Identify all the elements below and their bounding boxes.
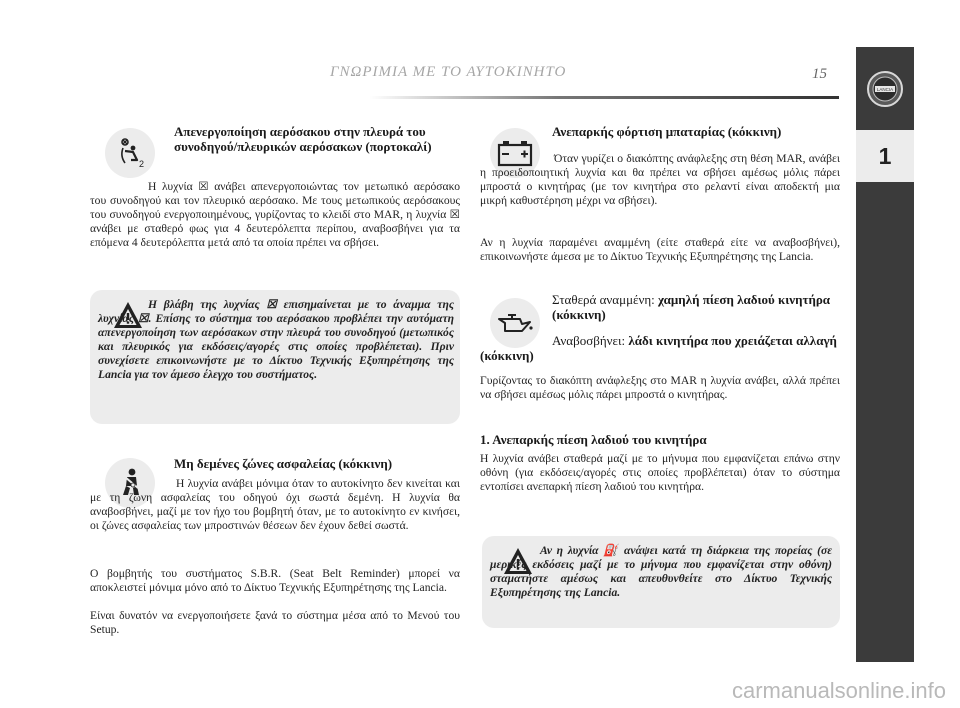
oil-low-pressure-body: Η λυχνία ανάβει σταθερά μαζί με το μήνυμα που εμφανίζεται επάνω στην οθόνη (για εκδόσεις/αγορές στις οποίες προβλέπεται) όταν το σύστημα εντοπίσει ανεπαρκή πίεση λαδιού του κινητήρα. [480, 452, 840, 493]
seatbelt-body-setup: Είναι δυνατόν να ενεργοποιήσετε ξανά το σύστημα μέσα από το Μενού του Setup. [90, 609, 460, 636]
passenger-airbag-off-icon [105, 128, 155, 178]
chapter-number: 1 [856, 130, 914, 182]
oil-steady-prefix: Σταθερά αναμμένη: [552, 292, 659, 307]
page-header-title: ΓΝΩΡΙΜΙΑ ΜΕ ΤΟ ΑΥΤΟΚΙΝΗΤΟ [330, 64, 567, 80]
battery-body-contact: Αν η λυχνία παραμένει αναμμένη (είτε σταθερά είτε να αναβοσβήνει), επικοινωνήστε άμεσα με το Δίκτυο Τεχνικής Εξυπηρέτησης της Lancia. [480, 236, 840, 263]
page-number: 15 [812, 66, 827, 82]
logo-text: LANCIA [876, 87, 894, 92]
lancia-logo-icon [866, 70, 904, 108]
airbag-section-title: Απενεργοποίηση αερόσακου στην πλευρά του συνοδηγού/πλευρικών αερόσακων (πορτοκαλί) [174, 124, 432, 154]
airbag-warning-text: Η βλάβη της λυχνίας ☒ επισημαίνεται με το άναμμα της λυχνίας ☒. Επίσης το σύστημα του αερόσακου προβλέπει την αυτόματη απενεργοποίηση των αερόσακων στην πλευρά του συνοδηγού (μετωπικός και πλευρικός για εκδόσεις/αγορές στις οποίες προβλέπεται). Πριν συνεχίσετε επικοινωνήστε με το Δίκτυο Τεχνικής Εξυπηρέτησης της Lancia για τον άμεσο έλεγχο του συστήματος. [98, 298, 454, 381]
seatbelt-section-title: Μη δεμένες ζώνες ασφαλείας (κόκκινη) [174, 456, 393, 471]
oil-steady-title: χαμηλή πίεση λαδιού κινητήρα (κόκκινη) [552, 292, 831, 322]
oil-body: Γυρίζοντας το διακόπτη ανάφλεξης στο MAR η λυχνία ανάβει, αλλά πρέπει να σβήσει αμέσως μόλις πάρει μπροστά ο κινητήρας. [480, 374, 840, 401]
battery-section-title: Ανεπαρκής φόρτιση μπαταρίας (κόκκινη) [552, 124, 782, 139]
oil-steady-heading [552, 292, 842, 322]
oil-flash-prefix: Αναβοσβήνει: [552, 333, 629, 348]
battery-body: Όταν γυρίζει ο διακόπτης ανάφλεξης στη θέση MAR, ανάβει η προειδοποιητική λυχνία και θα πρέπει να σβήσει αμέσως μόλις πάρει μπροστά ο κινητήρας (με τον κινητήρα στο ρελαντί είναι αποδεκτή μια μικρή καθυστέρηση μέχρι να σβήσει). [480, 152, 840, 207]
airbag-body: Η λυχνία ☒ ανάβει απενεργοποιώντας τον μετωπικό αερόσακο του συνοδηγού και τον πλευρικό αερόσακο. Με τους μετωπικούς αερόσακους του συνοδηγού ενεργοποιημένους, γυρίζοντας το κλειδί στο MAR, η λυχνία ☒ ανάβει με σταθερό φως για 4 δευτερόλεπτα περίπου, αναβοσβήνει για τα επόμενα 4 δευτερόλεπτα μετά από τα οποία πρέπει να σβήσει. [90, 180, 460, 249]
seatbelt-body: Η λυχνία ανάβει μόνιμα όταν το αυτοκίνητο δεν κινείται και με τη ζώνη ασφαλείας του οδηγού όχι σωστά δεμένη. Η λυχνία θα αναβοσβήνει, μαζί με τον ήχο του βομβητή όταν, με το αυτοκίνητο εν κινήσει, οι ζώνες ασφαλείας των μπροστινών θέσεων δεν έχουν δεθεί σωστά. [90, 477, 460, 532]
watermark: carmanualsonline.info [731, 678, 946, 703]
oil-flash-heading [480, 333, 840, 363]
oil-warning-text: Αν η λυχνία ⛽ ανάψει κατά τη διάρκεια της πορείας (σε μερικές εκδόσεις μαζί με το μήνυμα που εμφανίζεται στην οθόνη) σταματήστε αμέσως και απευθυνθείτε στο Δίκτυο Τεχνικής Εξυπηρέτησης της Lancia. [490, 544, 832, 599]
oil-flash-title: λάδι κινητήρα που χρειάζεται αλλαγή (κόκκινη) [480, 333, 837, 363]
header-divider [370, 96, 839, 99]
oil-low-pressure-subheading: 1. Ανεπαρκής πίεση λαδιού του κινητήρα [480, 432, 707, 447]
seatbelt-body-sbr: Ο βομβητής του συστήματος S.B.R. (Seat Belt Reminder) μπορεί να αποκλειστεί μόνιμα μόνο από το Δίκτυο Τεχνικής Εξυπηρέτησης της Lancia. [90, 567, 460, 594]
svg-text:2: 2 [139, 159, 145, 169]
